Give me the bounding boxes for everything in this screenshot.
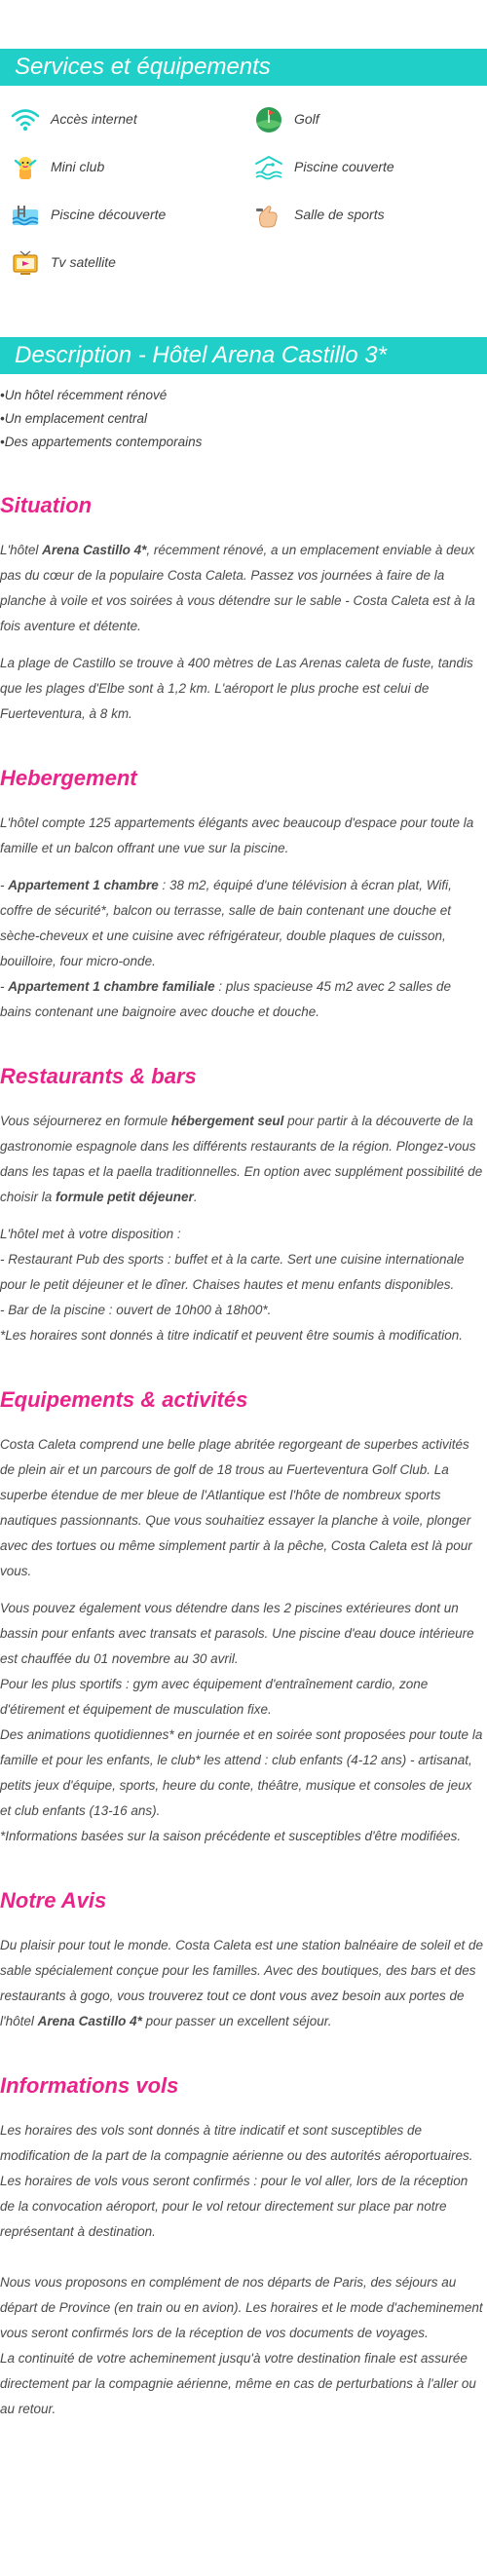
restaurants-paragraph: Vous séjournerez en formule hébergement seul pour partir à la découverte de la gastronomie espagnole dans les différents restaurants de la région. Plongez-vous dans les tapas et la paella traditionnelles. En option avec supplément possibilité de choisir la formule petit déjeuner. — [0, 1114, 483, 1204]
vols-paragraph: Les horaires des vols sont donnés à titre indicatif et sont susceptibles de modification de la part de la compagnie aérienne ou des autorités aéroportuaires. Les horaires de vols vous seront confirmés : pour le vol aller, lors de la réception de la convocation aéroport, pour le vol retour directement sur place par notre représentant à destination. — [0, 2123, 473, 2239]
vols-province-paragraph: Nous vous proposons en complément de nos départs de Paris, des séjours au départ de Province (en train ou en avion). Les horaires et le mode d'acheminement vous seront confirmés lors de la réception de vos documents de voyages. La continuité de votre acheminement jusqu'à votre destination finale est assurée directement par la compagnie aérienne, même en cas de perturbations à l'aller ou au retour. — [0, 2275, 483, 2416]
vols-heading: Informations vols — [0, 2073, 179, 2098]
avis-heading: Notre Avis — [0, 1888, 107, 1913]
outdoor-pool-icon — [10, 200, 41, 231]
golf-icon — [253, 104, 284, 135]
hebergement-heading: Hebergement — [0, 766, 137, 790]
restaurants-list-paragraph: L'hôtel met à votre disposition : - Restaurant Pub des sports : buffet et à la carte. Sert une cuisine internationale pour le petit déjeuner et le dîner. Chaises hautes et menu enfants disponibles. - Bar de la piscine : ouvert de 10h00 à 18h00*. *Les horaires sont donnés à titre indicatif et peuvent être soumis à modification. — [0, 1227, 465, 1343]
service-item-mini-club — [0, 143, 244, 191]
service-item-indoor-pool — [244, 143, 487, 191]
indoor-pool-icon — [253, 152, 284, 183]
service-label: Golf — [294, 111, 319, 128]
service-label: Mini club — [51, 159, 105, 175]
highlight-item: • Un emplacement central — [0, 407, 487, 431]
service-label: Piscine couverte — [294, 159, 394, 175]
service-item-tv — [0, 239, 244, 286]
service-item-outdoor-pool — [0, 191, 244, 239]
highlight-item: • Un hôtel récemment rénové — [0, 384, 487, 407]
service-label: Tv satellite — [51, 254, 116, 271]
service-item-gym — [244, 191, 487, 239]
tv-icon — [10, 247, 41, 279]
services-grid — [0, 86, 487, 286]
highlights-list — [0, 374, 487, 454]
service-item-internet — [0, 95, 244, 143]
service-label: Salle de sports — [294, 207, 385, 223]
hebergement-paragraph: L'hôtel compte 125 appartements élégants avec beaucoup d'espace pour toute la famille et un balcon offrant une vue sur la piscine. — [0, 815, 474, 855]
apartments-paragraph: - Appartement 1 chambre : 38 m2, équipé d'une télévision à écran plat, Wifi, coffre de sécurité*, balcon ou terrasse, salle de bain contenant une douche et sèche-cheveux et une cuisine avec réfrigérateur, double plaques de cuisson, bouilloire, four micro-onde. - Appartement 1 chambre familiale : plus spacieuse 45 m2 avec 2 salles de bains contenant une baignoire avec douche et douche. — [0, 878, 452, 1019]
highlight-item: • Des appartements contemporains — [0, 431, 487, 454]
wifi-icon — [10, 104, 41, 135]
hotel-details-page — [0, 49, 487, 2473]
equipements-paragraph: Costa Caleta comprend une belle plage abritée regorgeant de superbes activités de plein air et un parcours de golf de 18 trous au Fuerteventura Golf Club. La superbe étendue de mer bleue de l'Atlantique est l'hôte de nombreux sports nautiques passionnants. Que vous souhaitiez essayer la planche à voile, plonger avec des tortues ou même simplement partir à la pêche, Costa Caleta est là pour vous. — [0, 1437, 472, 1578]
situation-paragraph: La plage de Castillo se trouve à 400 mètres de Las Arenas caleta de fuste, tandis que les plages d'Elbe sont à 1,2 km. L'aéroport le plus proche est celui de Fuerteventura, à 8 km. — [0, 656, 473, 721]
services-banner: Services et équipements — [0, 49, 487, 86]
equipements-details-paragraph: Vous pouvez également vous détendre dans les 2 piscines extérieures dont un bassin pour enfants avec transats et parasols. Une piscine d'eau douce intérieure est chauffée du 01 novembre au 30 avril. Pour les plus sportifs : gym avec équipement d'entraînement cardio, zone d'étirement et équipement de musculation fixe. Des animations quotidiennes* en journée et en soirée sont proposées pour toute la famille et pour les enfants, le club* les attend : club enfants (4-12 ans) - artisanat, petits jeux d'équipe, sports, heure du conte, théâtre, musique et consoles de jeux et club enfants (13-16 ans). *Informations basées sur la saison précédente et susceptibles d'être modifiées. — [0, 1601, 483, 1843]
service-item-golf — [244, 95, 487, 143]
gym-icon — [253, 200, 284, 231]
restaurants-heading: Restaurants & bars — [0, 1064, 197, 1088]
avis-paragraph: Du plaisir pour tout le monde. Costa Caleta est une station balnéaire de soleil et de sable spécialement conçue pour les familles. Avec des boutiques, des bars et des restaurants à gogo, vous trouverez tout ce dont vous avez besoin aux portes de l'hôtel Arena Castillo 4* pour passer un excellent séjour. — [0, 1938, 484, 2028]
kids-club-icon — [10, 152, 41, 183]
situation-heading: Situation — [0, 493, 93, 517]
service-label: Accès internet — [51, 111, 137, 128]
situation-paragraph: L'hôtel Arena Castillo 4*, récemment rénové, a un emplacement enviable à deux pas du cœur de la populaire Costa Caleta. Passez vos journées à faire de la planche à voile et vos soirées à vous détendre sur le sable - Costa Caleta est à la fois aventure et détente. — [0, 543, 475, 633]
description-banner: Description - Hôtel Arena Castillo 3* — [0, 337, 487, 374]
equipements-heading: Equipements & activités — [0, 1387, 248, 1412]
service-label: Piscine découverte — [51, 207, 167, 223]
